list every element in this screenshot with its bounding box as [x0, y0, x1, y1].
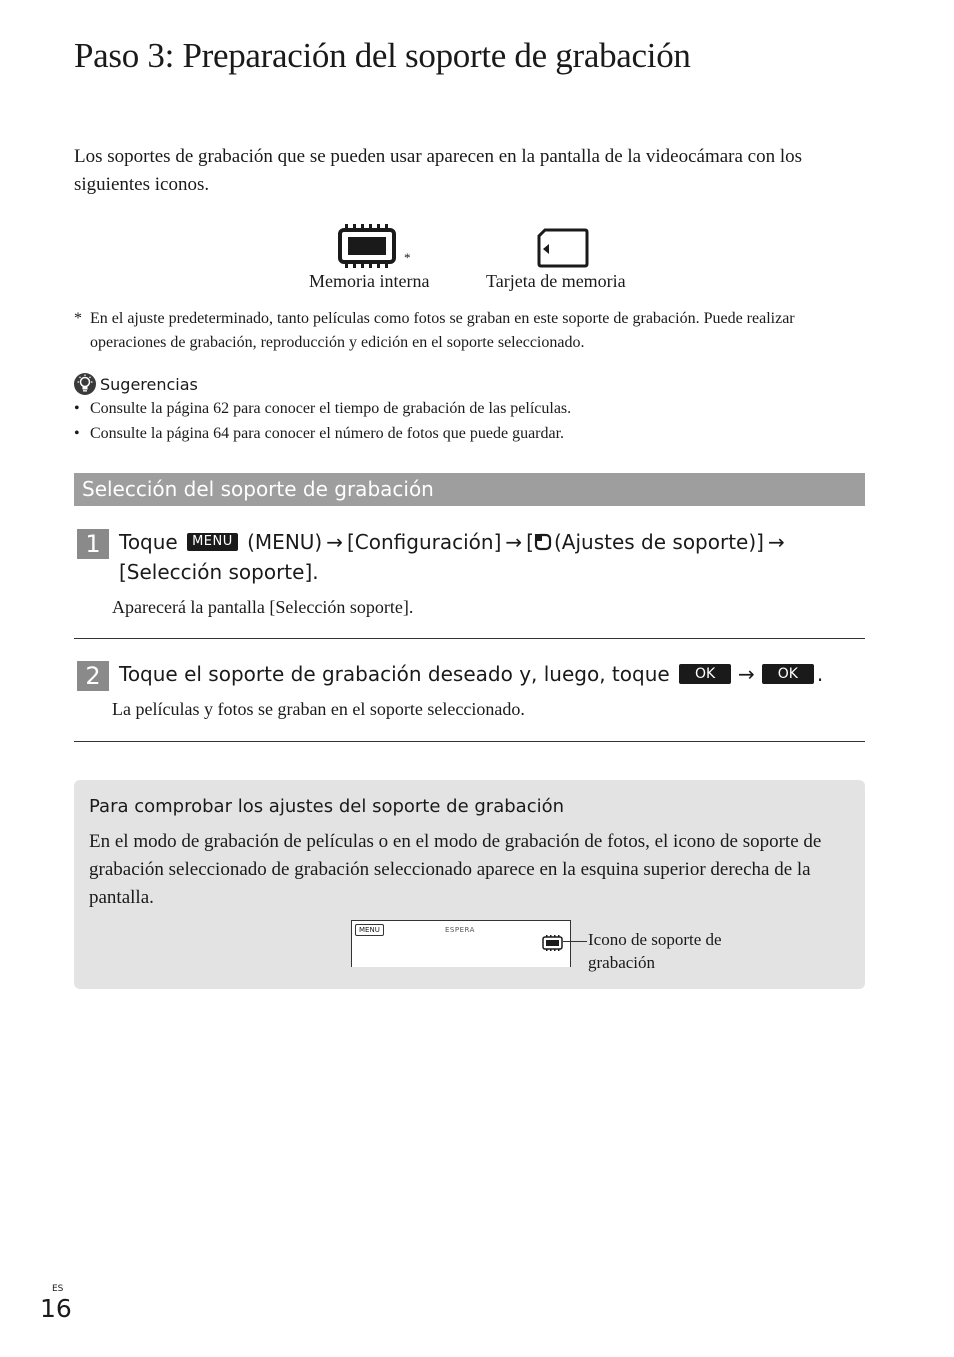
callout-leader-line — [563, 941, 587, 942]
divider — [74, 741, 865, 742]
step-2-period: . — [816, 662, 824, 686]
lightbulb-icon — [74, 373, 96, 395]
step-2-number: 2 — [77, 661, 109, 691]
memory-card-label: Tarjeta de memoria — [486, 271, 626, 291]
info-box-body: En el modo de grabación de películas o en el modo de grabación de fotos, el icono de soporte de grabación seleccionado de grabación seleccionado aparece en la esquina superior derecha de la pantalla. — [89, 831, 822, 908]
step-1-number: 1 — [77, 529, 109, 559]
menu-button-icon: MENU — [187, 533, 238, 551]
info-box-title: Para comprobar los ajustes del soporte de grabación — [89, 796, 565, 817]
page-title: Paso 3: Preparación del soporte de grabación — [74, 36, 691, 75]
arrow-icon: → — [767, 530, 785, 554]
step-1-description: Aparecerá la pantalla [Selección soporte]. — [112, 597, 414, 617]
footnote — [74, 307, 864, 355]
language-code: ES — [52, 1284, 64, 1294]
step-2-text: Toque el soporte de grabación deseado y, luego, toque — [119, 662, 670, 686]
callout-label: Icono de soporte de grabación — [588, 930, 722, 972]
divider — [74, 638, 865, 639]
ok-button-icon: OK — [762, 664, 814, 684]
asterisk-mark: * — [404, 250, 411, 265]
step-1-instruction — [119, 527, 849, 587]
arrow-icon: → — [326, 530, 343, 554]
arrow-icon: → — [505, 530, 523, 554]
step-2-description: La películas y fotos se graban en el soporte seleccionado. — [112, 699, 525, 719]
step-2-instruction — [119, 659, 859, 689]
internal-memory-label: Memoria interna — [309, 271, 430, 291]
list-item: • Consulte la página 64 para conocer el número de fotos que puede guardar. — [74, 421, 864, 446]
screen-status-text: ESPERA — [445, 926, 475, 934]
step-1-toque: Toque — [119, 530, 178, 554]
intro-paragraph: Los soportes de grabación que se pueden usar aparecen en la pantalla de la videocámara con los siguientes iconos. — [74, 146, 803, 195]
list-item: • Consulte la página 62 para conocer el tiempo de grabación de las películas. — [74, 396, 864, 421]
section-heading: Selección del soporte de grabación — [74, 473, 865, 506]
footnote-text: En el ajuste predeterminado, tanto películas como fotos se graban en este soporte de grabación. Puede realizar operaciones de grabación, reproducción y edición en el soporte seleccionado. — [90, 310, 795, 351]
tips-title: Sugerencias — [100, 374, 198, 394]
tips-list — [74, 396, 864, 446]
page-number: 16 — [40, 1294, 72, 1323]
internal-memory-icon — [338, 224, 398, 268]
internal-memory-icon — [542, 935, 563, 951]
step-1-media-settings: (Ajustes de soporte)] — [553, 530, 764, 554]
step-1-selection: [Selección soporte]. — [119, 560, 319, 584]
step-1-config: [Configuración] — [347, 530, 502, 554]
step-1-menu: (MENU) — [247, 530, 323, 554]
memory-card-icon — [537, 228, 589, 268]
media-settings-icon — [534, 533, 554, 551]
tips-heading — [74, 373, 198, 395]
arrow-icon: → — [738, 662, 755, 686]
screen-menu-button: MENU — [355, 924, 384, 936]
footnote-mark: * — [74, 310, 82, 327]
step-1-bracket: [ — [526, 530, 534, 554]
ok-button-icon: OK — [679, 664, 731, 684]
